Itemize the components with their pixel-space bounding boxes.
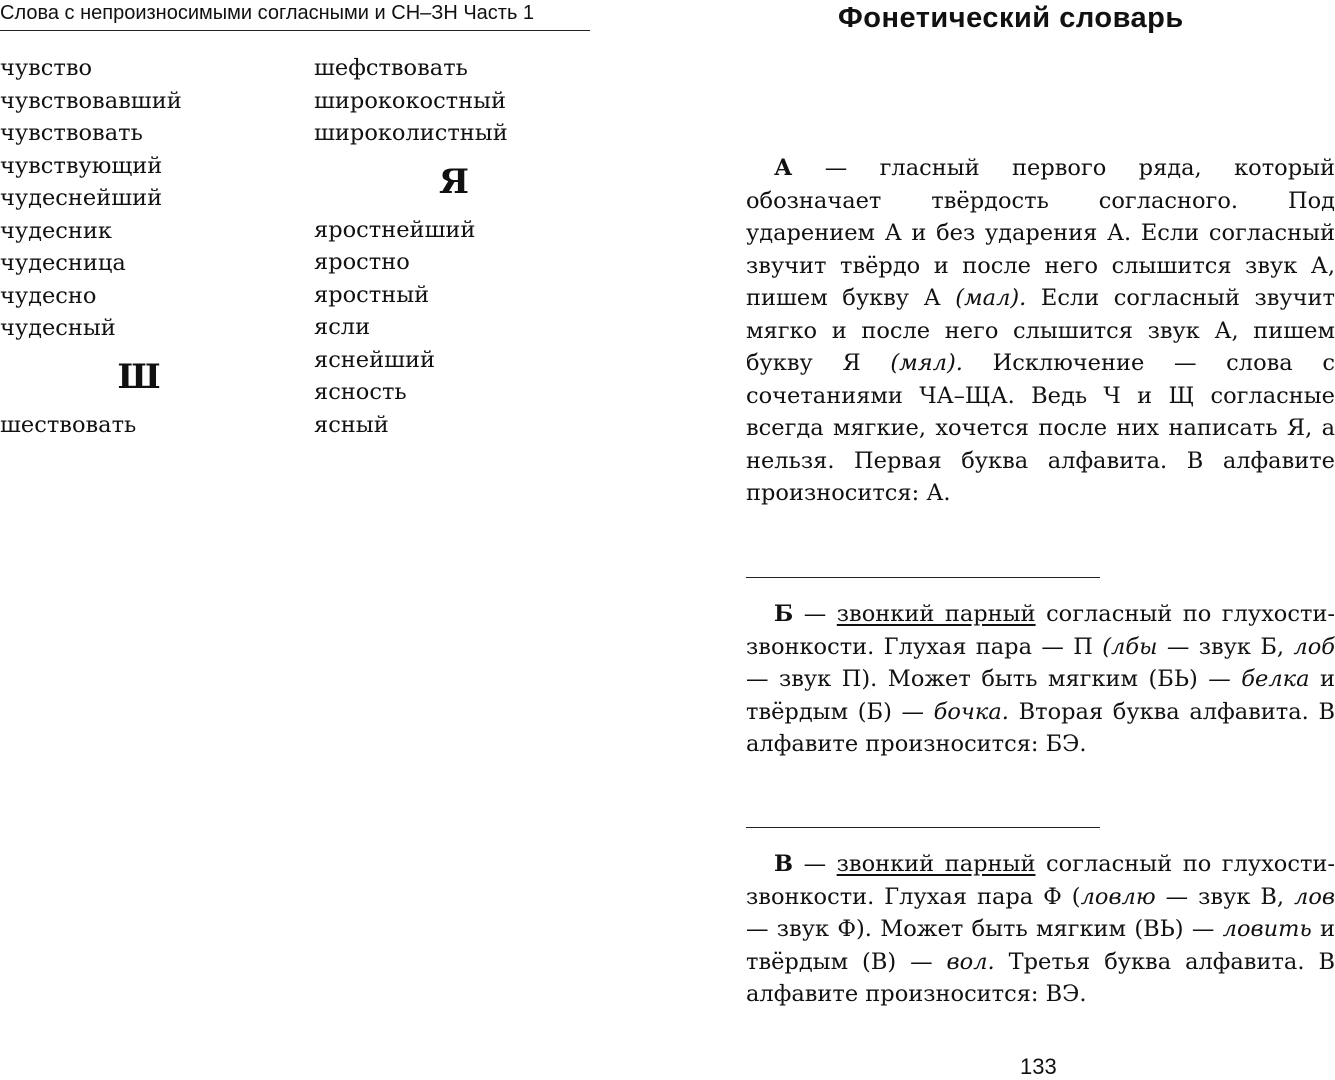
word-item: чувствовавший <box>0 87 182 114</box>
word-item: чудесник <box>0 217 112 244</box>
dictionary-entry-a <box>746 152 1335 510</box>
word-item: чудеснейший <box>0 185 163 211</box>
entry-example: (мал). <box>955 285 1027 311</box>
dictionary-entry-b <box>746 598 1335 761</box>
entry-underlined: звонкий парный <box>836 601 1036 627</box>
word-item: шефствовать <box>314 55 468 81</box>
entry-example: ловить <box>1222 916 1312 942</box>
entry-example: (мял). <box>890 350 963 376</box>
entry-text: — звук В, <box>1155 883 1295 910</box>
entry-text: и твёрдым (В) — <box>746 916 1335 975</box>
running-head: Слова с непроизносимыми согласными и СН–ЗН Часть 1 <box>0 2 535 24</box>
entry-dash: — <box>793 851 837 877</box>
header-rule <box>0 30 590 31</box>
entry-term: В <box>774 851 794 877</box>
word-item: яростный <box>314 281 430 308</box>
entry-text: — звук П). Может быть мягким (БЬ) — <box>746 666 1242 692</box>
entry-example: лов <box>1294 883 1335 910</box>
entry-text: согласный по глухости-звонкости. Глухая пара Ф ( <box>746 851 1335 910</box>
word-item: ясли <box>314 314 371 340</box>
entry-term: Б <box>774 601 794 627</box>
word-item: ясность <box>314 379 407 405</box>
word-item: чувствовать <box>0 120 143 146</box>
entry-example: ловлю <box>1080 883 1156 910</box>
word-item: яростнейший <box>314 216 476 243</box>
page-title: Фонетический словарь <box>838 2 1184 34</box>
entry-separator <box>746 577 1100 578</box>
entry-text: Третья буква алфавита. В алфавите произносится: ВЭ. <box>746 948 1335 1007</box>
word-item: чувствующий <box>0 152 163 179</box>
word-column-2 <box>314 52 594 441</box>
entry-text: — гласный первого ряда, который обозначает твёрдость согласного. Под ударением А и без ударения А. Если согласный звучит твёрдо и после него слышится звук А, пишем букву А <box>746 155 1335 311</box>
entry-example: вол. <box>946 948 995 975</box>
entry-example: лоб <box>1293 633 1335 660</box>
entry-text: — звук Б, <box>1157 633 1294 660</box>
word-item: широколистный <box>314 120 508 146</box>
word-item: чудесно <box>0 282 97 309</box>
entry-text: согласный по глухости-звонкости. Глухая пара — П <box>746 601 1335 660</box>
word-item: чудесный <box>0 315 116 341</box>
entry-text: — звук Ф). Может быть мягким (ВЬ) — <box>746 916 1223 942</box>
section-letter-ya: Я <box>439 161 469 202</box>
entry-underlined: звонкий парный <box>836 851 1036 877</box>
page-number: 133 <box>1020 1054 1057 1079</box>
entry-text: Если согласный звучит мягко и после него слышится звук А, пишем букву Я <box>746 285 1335 376</box>
entry-example: (лбы <box>1102 633 1158 660</box>
entry-example: бочка. <box>933 698 1009 725</box>
word-item: шествовать <box>0 411 137 438</box>
entry-dash: — <box>793 601 837 627</box>
entry-example: белка <box>1241 666 1310 692</box>
word-item: чувство <box>0 55 93 81</box>
entry-text: и твёрдым (Б) — <box>746 666 1335 725</box>
word-item: ясный <box>314 411 389 438</box>
dictionary-entry-v <box>746 848 1335 1011</box>
entry-term: А <box>774 155 793 181</box>
word-item: яснейший <box>314 346 436 373</box>
entry-text: Вторая буква алфавита. В алфавите произносится: БЭ. <box>746 698 1335 757</box>
word-item: чудесница <box>0 250 126 276</box>
word-item: ширококостный <box>314 87 507 114</box>
word-item: яростно <box>314 249 410 275</box>
word-column-1 <box>0 52 280 441</box>
entry-text: Исключение — слова с сочетаниями ЧА–ЩА. Ведь Ч и Щ согласные всегда мягкие, хочется после них написать Я, а нельзя. Первая буква алфавита. В алфавите произносится: А. <box>746 350 1335 506</box>
section-letter-sh: Ш <box>117 356 161 397</box>
entry-separator <box>746 827 1100 828</box>
